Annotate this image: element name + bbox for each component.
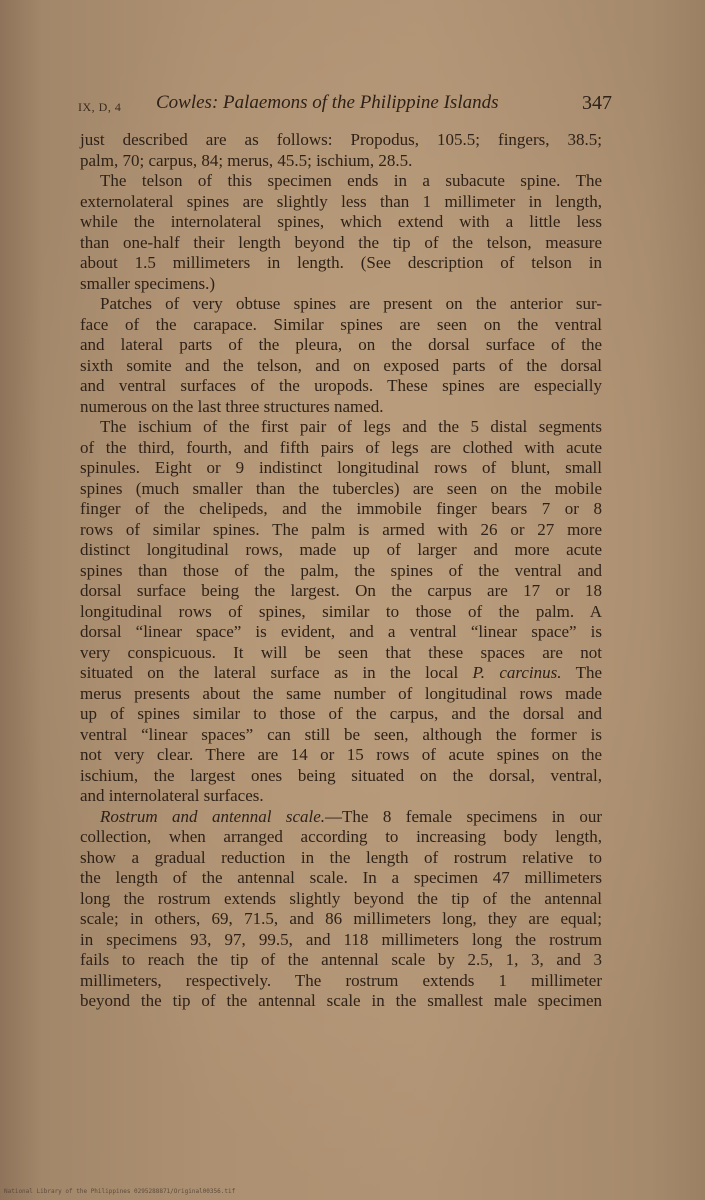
- text-fragment: The: [575, 663, 602, 682]
- text-line: than one-half their length beyond the tip of the telson, measure: [80, 232, 602, 252]
- text-line: longitudinal rows of spines, similar to those of the palm. A: [80, 601, 602, 621]
- section-heading: Rostrum and antennal scale.: [100, 806, 326, 826]
- section-heading-line: [80, 807, 602, 828]
- text-line: The ischium of the first pair of legs and the 5 distal segments: [100, 417, 602, 436]
- scan-footer: National Library of the Philippines 0295288871/Original00356.tif: [4, 1188, 236, 1195]
- text-line: in specimens 93, 97, 99.5, and 118 millimeters long the rostrum: [80, 929, 602, 949]
- text-fragment: —The 8 female specimens in our: [325, 806, 602, 826]
- text-line: and internolateral surfaces.: [80, 786, 264, 805]
- header-title: Cowles: Palaemons of the Philippine Islands: [156, 92, 499, 113]
- text-line: millimeters, respectively. The rostrum extends 1 millimeter: [80, 970, 602, 990]
- text-line: of the third, fourth, and fifth pairs of legs are clothed with acute: [80, 437, 602, 457]
- text-line: show a gradual reduction in the length of rostrum relative to: [80, 847, 602, 867]
- text-line: rows of similar spines. The palm is armed with 26 or 27 more: [80, 519, 602, 539]
- text-line-with-species: [80, 663, 602, 684]
- text-line: the length of the antennal scale. In a specimen 47 millimeters: [80, 868, 602, 887]
- text-line: palm, 70; carpus, 84; merus, 45.5; ischium, 28.5.: [80, 150, 413, 170]
- text-line: The telson of this specimen ends in a subacute spine. The: [100, 171, 602, 190]
- text-line: externolateral spines are slightly less than 1 millimeter in length,: [80, 191, 602, 211]
- text-line: spines (much smaller than the tubercles) are seen on the mobile: [80, 478, 602, 498]
- text-line: smaller specimens.): [80, 273, 216, 293]
- text-line: and ventral surfaces of the uropods. These spines are especially: [80, 376, 602, 395]
- text-line: spinules. Eight or 9 indistinct longitudinal rows of blunt, small: [80, 458, 602, 477]
- text-line: scale; in others, 69, 71.5, and 86 millimeters long, they are equal;: [80, 909, 602, 928]
- text-line: dorsal surface being the largest. On the carpus are 17 or 18: [80, 581, 602, 600]
- text-line: dorsal “linear space” is evident, and a ventral “linear space” is: [80, 622, 602, 641]
- text-fragment: situated on the lateral surface as in the local: [80, 663, 459, 682]
- text-line: fails to reach the tip of the antennal scale by 2.5, 1, 3, and 3: [80, 950, 602, 969]
- text-line: beyond the tip of the antennal scale in the smallest male specimen: [80, 991, 602, 1010]
- text-line: about 1.5 millimeters in length. (See description of telson in: [80, 253, 602, 272]
- text-line: Patches of very obtuse spines are present on the anterior sur-: [100, 294, 602, 313]
- text-line: very conspicuous. It will be seen that these spaces are not: [80, 642, 602, 662]
- text-line: ischium, the largest ones being situated on the dorsal, ventral,: [80, 765, 602, 785]
- text-line: finger of the chelipeds, and the immobile finger bears 7 or 8: [80, 499, 602, 518]
- text-line: distinct longitudinal rows, made up of larger and more acute: [80, 540, 602, 559]
- text-line: sixth somite and the telson, and on exposed parts of the dorsal: [80, 355, 602, 375]
- running-header: [78, 92, 612, 122]
- text-line: long the rostrum extends slightly beyond the tip of the antennal: [80, 888, 602, 908]
- text-line: and lateral parts of the pleura, on the dorsal surface of the: [80, 335, 602, 354]
- text-line: just described are as follows: Propodus, 105.5; fingers, 38.5;: [80, 130, 602, 149]
- text-line: spines than those of the palm, the spines of the ventral and: [80, 560, 602, 580]
- text-line: merus presents about the same number of longitudinal rows made: [80, 683, 602, 703]
- species-name: P. carcinus.: [472, 663, 562, 682]
- text-line: face of the carapace. Similar spines are seen on the ventral: [80, 314, 602, 334]
- text-line: up of spines similar to those of the carpus, and the dorsal and: [80, 704, 602, 723]
- text-line: not very clear. There are 14 or 15 rows of acute spines on the: [80, 745, 602, 764]
- page-number: 347: [582, 92, 612, 114]
- header-section-label: IX, D, 4: [78, 100, 122, 114]
- body-text: [80, 130, 602, 1012]
- text-line: numerous on the last three structures named.: [80, 396, 384, 416]
- text-line: collection, when arranged according to increasing body length,: [80, 827, 602, 846]
- text-line: ventral “linear spaces” can still be seen, although the former is: [80, 724, 602, 744]
- text-line: while the internolateral spines, which extend with a little less: [80, 212, 602, 231]
